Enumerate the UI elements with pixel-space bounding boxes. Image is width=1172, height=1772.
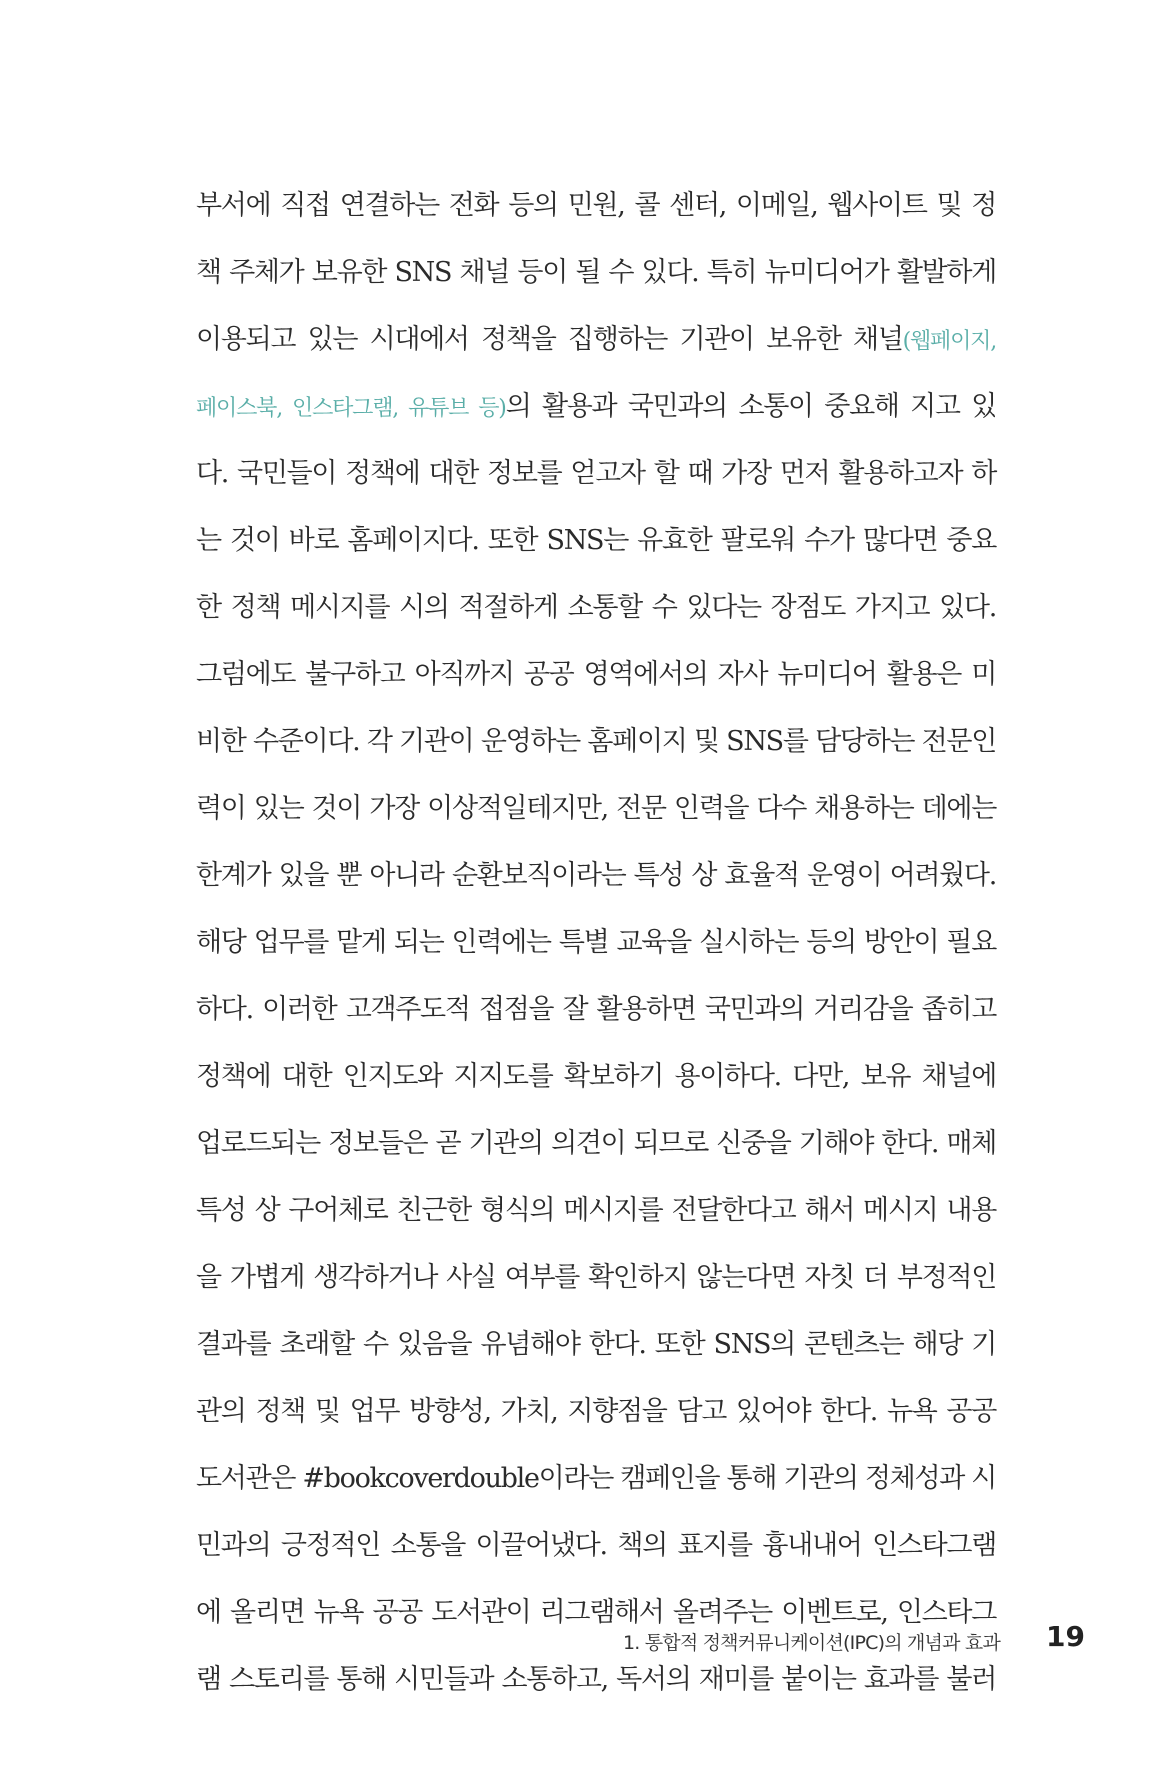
text-line: 업로드되는 정보들은 곧 기관의 의견이 되므로 신중을 기해야 한다. 매체 xyxy=(196,1128,996,1159)
page-footer xyxy=(0,1620,1172,1660)
text-line xyxy=(196,320,996,360)
text-line: 는 것이 바로 홈페이지다. 또한 SNS는 유효한 팔로워 수가 많다면 중요 xyxy=(196,525,996,556)
text-line: 부서에 직접 연결하는 전화 등의 민원, 콜 센터, 이메일, 웹사이트 및 정 xyxy=(196,190,996,221)
text-line: 도서관은 #bookcoverdouble이라는 캠페인을 통해 기관의 정체성과 시 xyxy=(196,1463,996,1494)
text-line: 한 정책 메시지를 시의 적절하게 소통할 수 있다는 장점도 가지고 있다. xyxy=(196,592,996,623)
text-line: 램 스토리를 통해 시민들과 소통하고, 독서의 재미를 붙이는 효과를 불러 xyxy=(196,1664,996,1695)
text-line: 비한 수준이다. 각 기관이 운영하는 홈페이지 및 SNS를 담당하는 전문인 xyxy=(196,726,996,757)
running-title: 1. 통합적 정책커뮤니케이션(IPC)의 개념과 효과 xyxy=(622,1632,1000,1654)
text-line: 정책에 대한 인지도와 지지도를 확보하기 용이하다. 다만, 보유 채널에 xyxy=(196,1061,996,1092)
text-line: 그럼에도 불구하고 아직까지 공공 영역에서의 자사 뉴미디어 활용은 미 xyxy=(196,659,996,690)
text-line: 을 가볍게 생각하거나 사실 여부를 확인하지 않는다면 자칫 더 부정적인 xyxy=(196,1262,996,1293)
text-line: 특성 상 구어체로 친근한 형식의 메시지를 전달한다고 해서 메시지 내용 xyxy=(196,1195,996,1226)
text-line: 관의 정책 및 업무 방향성, 가치, 지향점을 담고 있어야 한다. 뉴욕 공공 xyxy=(196,1396,996,1427)
text-line: 책 주체가 보유한 SNS 채널 등이 될 수 있다. 특히 뉴미디어가 활발하게 xyxy=(196,257,996,288)
text-line: 하다. 이러한 고객주도적 접점을 잘 활용하면 국민과의 거리감을 좁히고 xyxy=(196,994,996,1025)
text-line xyxy=(196,387,996,427)
text-segment: 이용되고 있는 시대에서 정책을 집행하는 기관이 보유한 채널 xyxy=(196,324,903,355)
text-line: 민과의 긍정적인 소통을 이끌어냈다. 책의 표지를 흉내내어 인스타그램 xyxy=(196,1530,996,1561)
text-segment: 의 활용과 국민과의 소통이 중요해 지고 있 xyxy=(505,391,996,422)
page-number: 19 xyxy=(1046,1620,1085,1653)
text-line: 력이 있는 것이 가장 이상적일테지만, 전문 인력을 다수 채용하는 데에는 xyxy=(196,793,996,824)
inline-note: (웹페이지, xyxy=(902,329,996,354)
text-line: 해당 업무를 맡게 되는 인력에는 특별 교육을 실시하는 등의 방안이 필요 xyxy=(196,927,996,958)
text-line: 결과를 초래할 수 있음을 유념해야 한다. 또한 SNS의 콘텐츠는 해당 기 xyxy=(196,1329,996,1360)
inline-note: 페이스북, 인스타그램, 유튜브 등) xyxy=(196,396,506,421)
text-line: 한계가 있을 뿐 아니라 순환보직이라는 특성 상 효율적 운영이 어려웠다. xyxy=(196,860,996,891)
text-line: 에 올리면 뉴욕 공공 도서관이 리그램해서 올려주는 이벤트로, 인스타그 xyxy=(196,1597,996,1628)
text-line: 다. 국민들이 정책에 대한 정보를 얻고자 할 때 가장 먼저 활용하고자 하 xyxy=(196,458,996,489)
